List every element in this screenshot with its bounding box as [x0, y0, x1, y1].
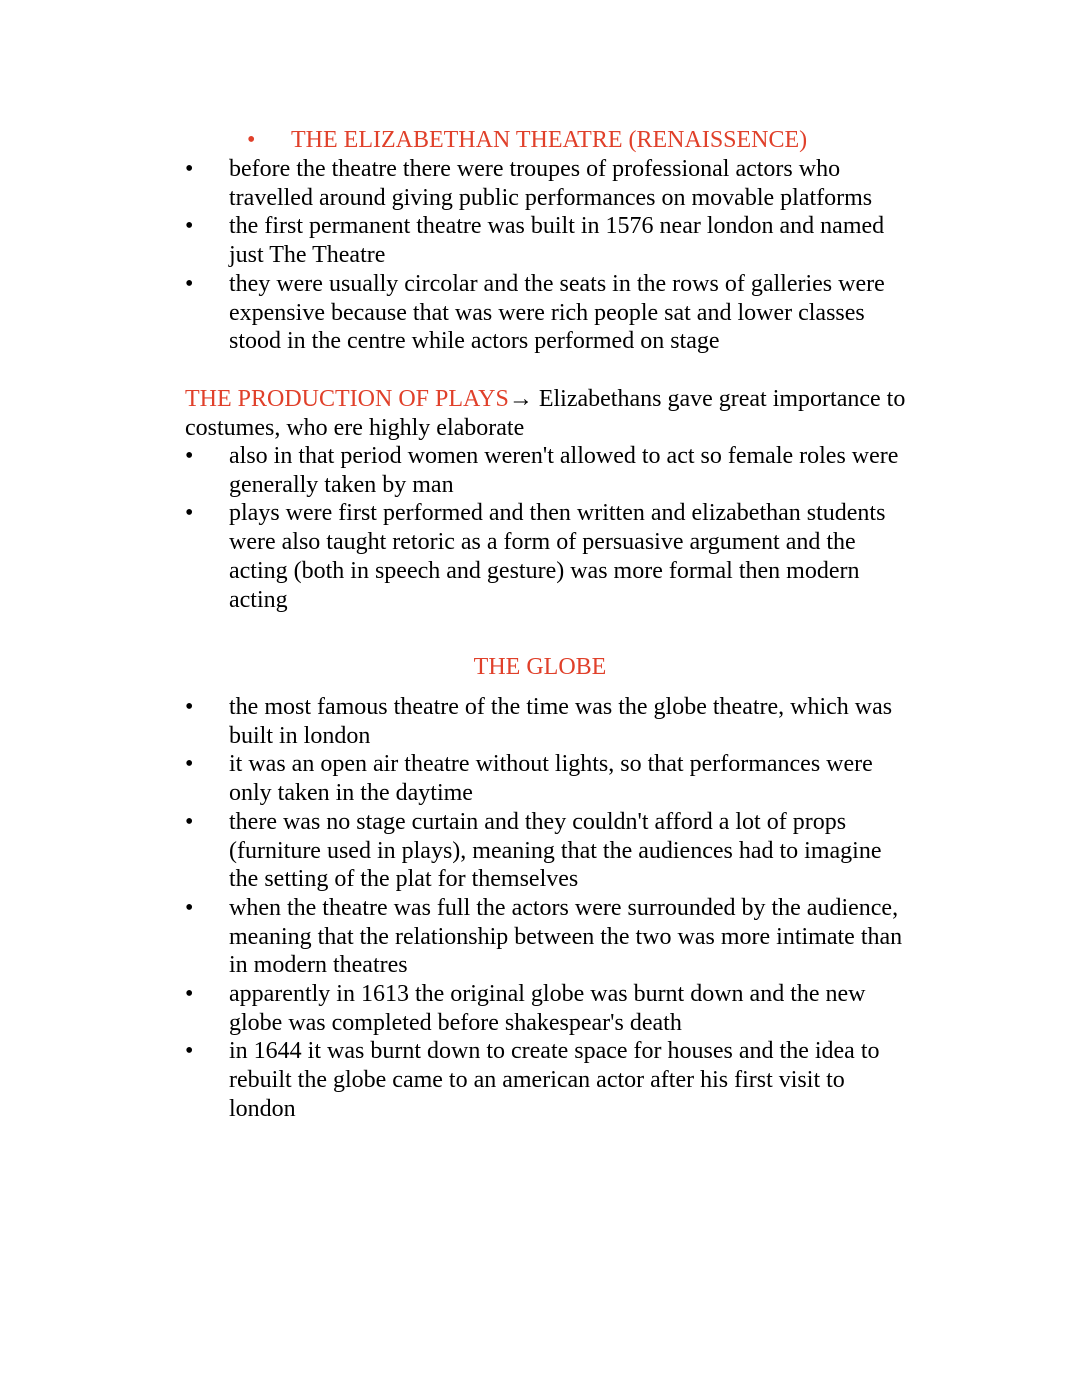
bullet: • [185, 751, 194, 778]
list-item [0, 155, 909, 212]
bullet: • [185, 808, 194, 835]
globe-list [0, 693, 1080, 1124]
bullet: • [185, 981, 194, 1008]
intro-list [0, 155, 1080, 356]
bullet: • [185, 1038, 194, 1065]
bullet: • [185, 213, 194, 240]
list-item [0, 442, 909, 499]
list-item-text: when the theatre was full the actors were surrounded by the audience, meaning that the relationship between the two was more intimate than in modern theatres [229, 894, 903, 979]
list-item-text: there was no stage curtain and they couldn't afford a lot of props (furniture used in plays), meaning that the audiences had to imagine the setting of the plat for themselves [229, 808, 882, 893]
list-item [0, 270, 909, 356]
list-item-text: the first permanent theatre was built in 1576 near london and named just The Theatre [229, 213, 885, 269]
production-heading: THE PRODUCTION OF PLAYS [185, 386, 509, 412]
page-title [0, 126, 1080, 155]
title-bullet: • [247, 127, 256, 153]
list-item [0, 212, 909, 269]
list-item-text: the most famous theatre of the time was the globe theatre, which was built in london [229, 694, 893, 749]
list-item [0, 980, 909, 1037]
production-text: Elizabethans gave great importance to costumes, who ere highly elaborate [185, 386, 906, 441]
list-item-text: before the theatre there were troupes of professional actors who travelled around giving public performances on movable platforms [229, 156, 873, 211]
list-item-text: apparently in 1613 the original globe was burnt down and the new globe was completed before shakespear's death [229, 981, 866, 1036]
bullet: • [185, 270, 194, 297]
list-item-text: it was an open air theatre without lights, so that performances were only taken in the daytime [229, 751, 873, 807]
list-item [0, 894, 909, 980]
list-item-text: they were usually circolar and the seats in the rows of galleries were expensive because that was were rich people sat and lower classes stood in the centre while actors performed on stage [229, 270, 885, 355]
title-text: THE ELIZABETHAN THEATRE (RENAISSENCE) [291, 127, 808, 153]
bullet: • [185, 694, 194, 720]
list-item-text: plays were first performed and then written and elizabethan students were also taught retoric as a form of persuasive argument and the acting (both in speech and gesture) was more formal then modern acting [229, 500, 886, 613]
list-item [0, 750, 909, 807]
bullet: • [185, 894, 194, 921]
globe-heading: THE GLOBE [473, 654, 607, 680]
bullet: • [185, 156, 194, 182]
list-item [0, 499, 909, 614]
production-list [0, 442, 1080, 614]
list-item [0, 693, 909, 750]
bullet: • [185, 443, 194, 469]
production-paragraph [185, 385, 915, 442]
list-item [0, 808, 909, 894]
list-item-text: in 1644 it was burnt down to create space for houses and the idea to rebuilt the globe came to an american actor after his first visit to london [229, 1038, 880, 1122]
list-item [0, 1037, 909, 1123]
arrow-icon: → [508, 386, 533, 412]
bullet: • [185, 500, 194, 527]
list-item-text: also in that period women weren't allowed to act so female roles were generally taken by man [229, 443, 899, 498]
